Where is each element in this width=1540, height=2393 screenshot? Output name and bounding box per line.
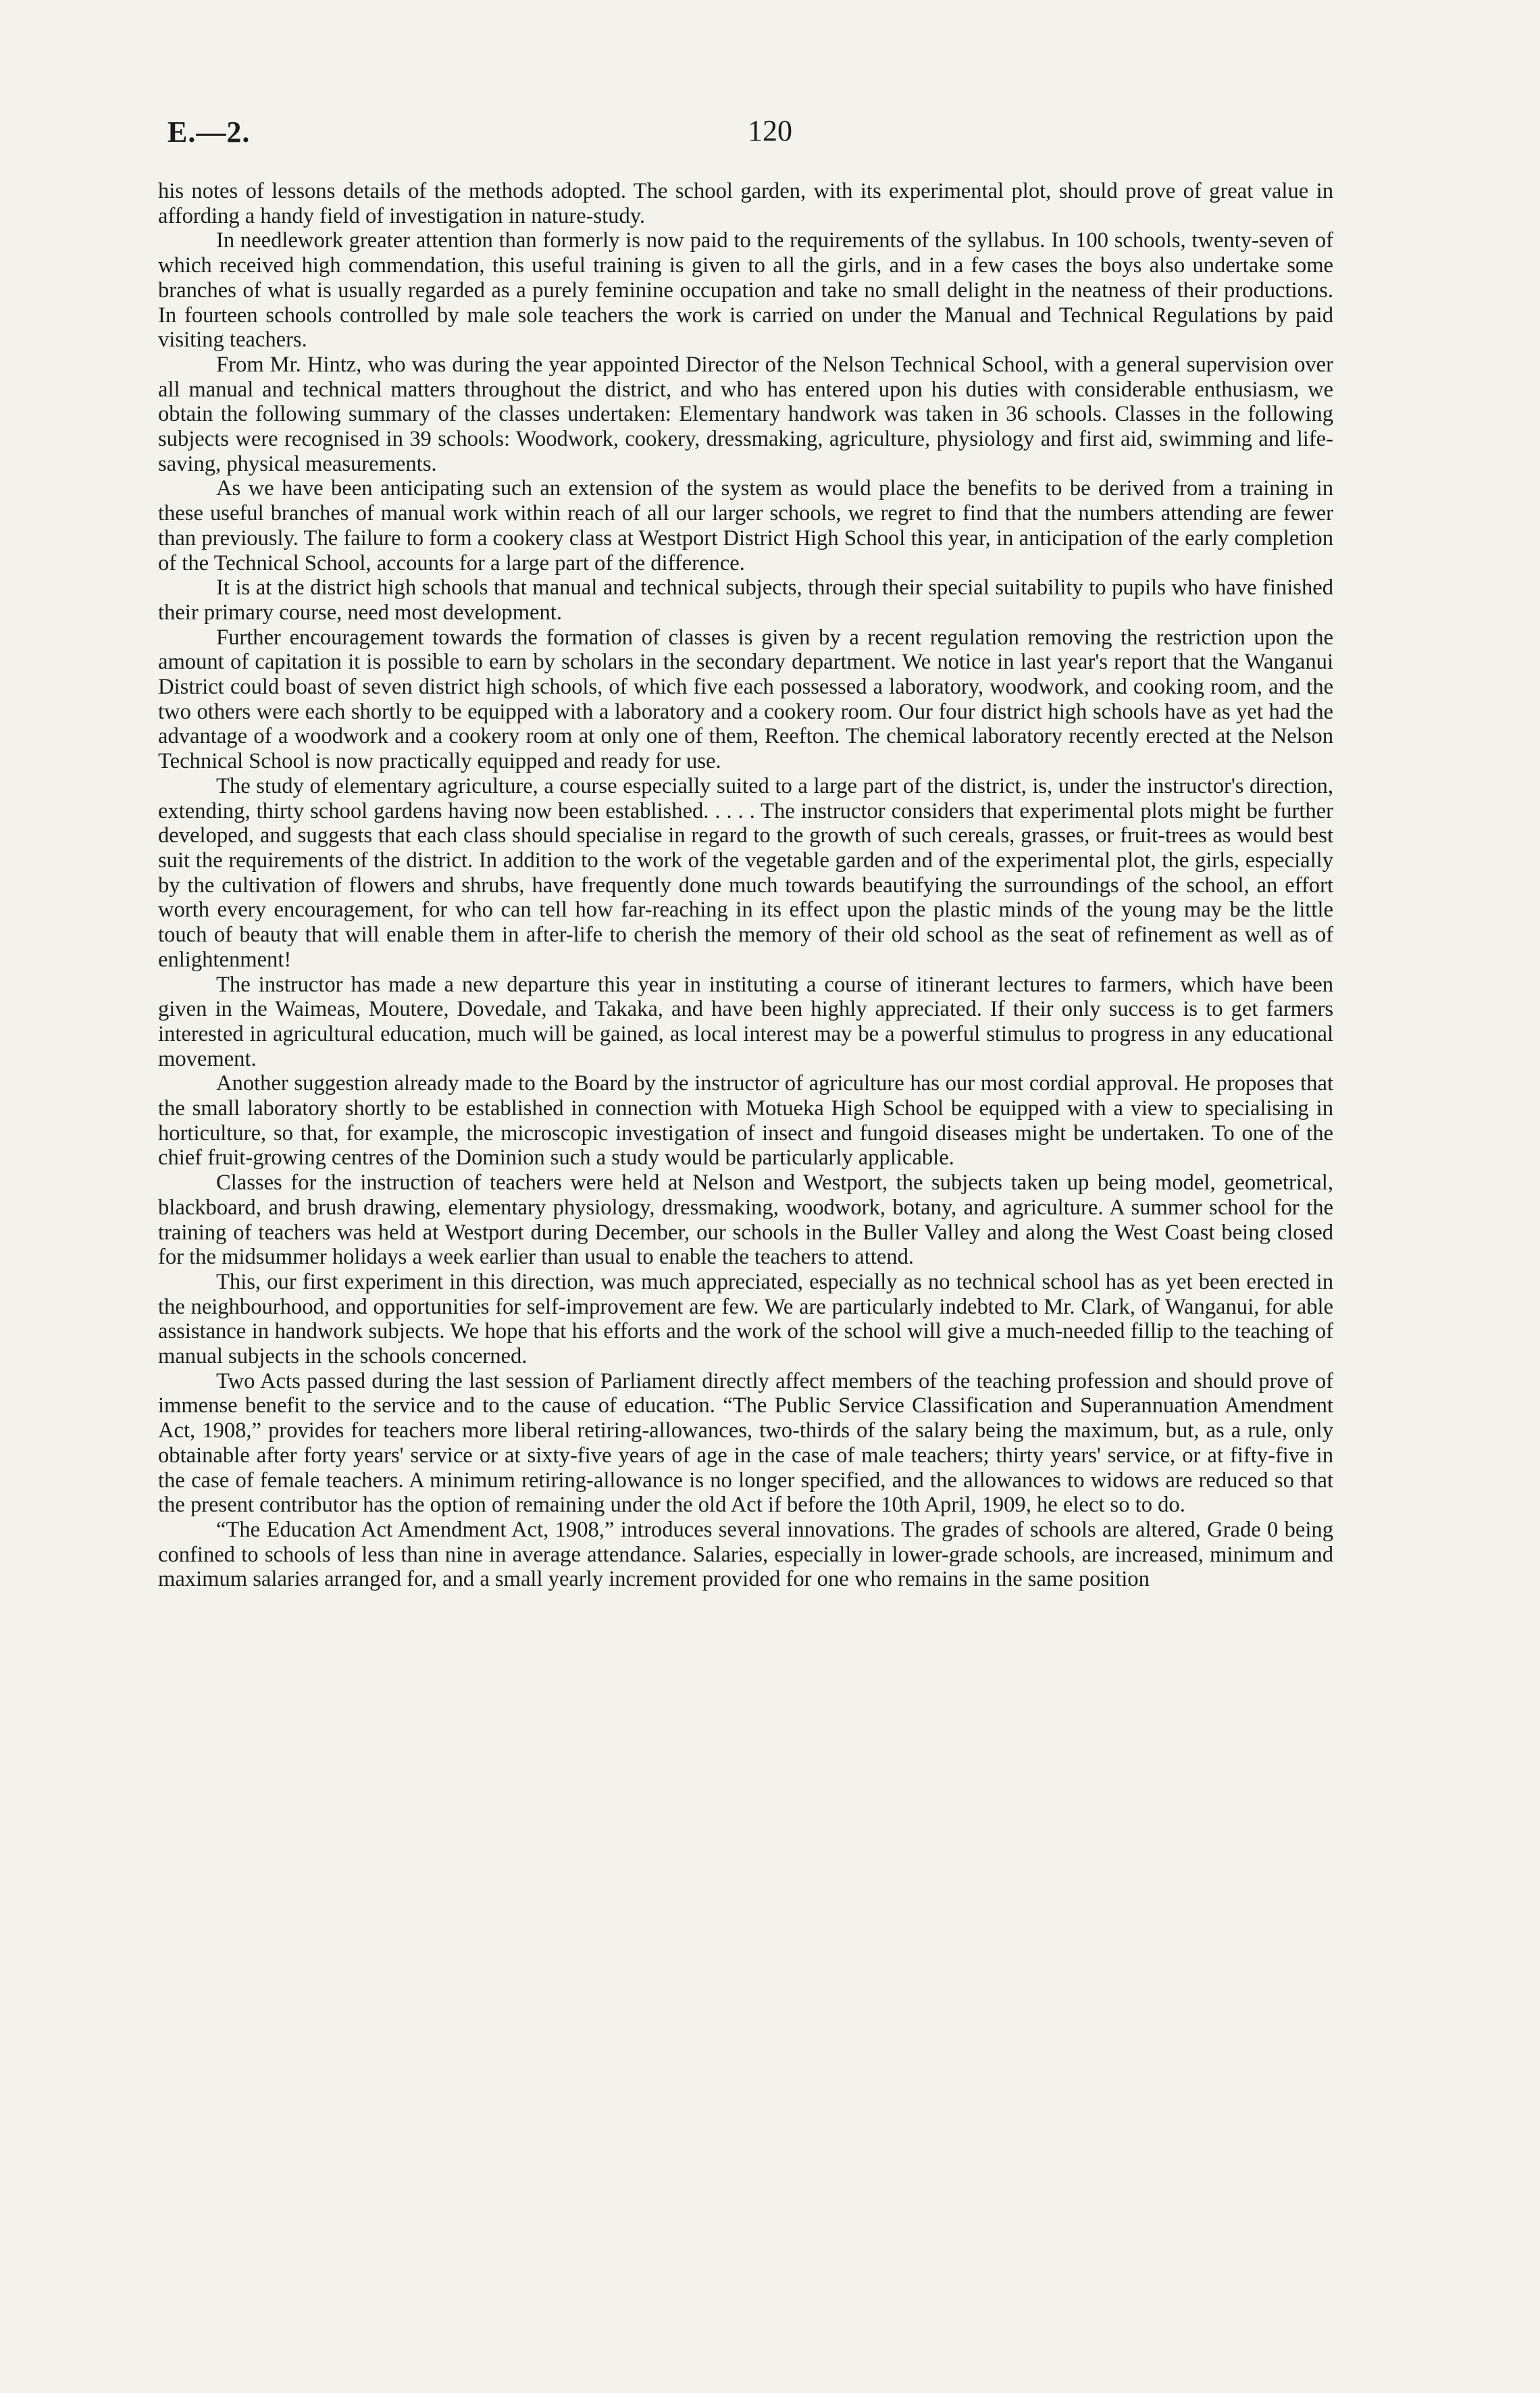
paragraph-13: “The Education Act Amendment Act, 1908,” introduces several innovations. The grades of schools are altered, Grade 0 being confined to schools of less than nine in average attendance. Salaries, especially in lower-grade schools, are increased, minimum and maximum salaries arranged for, and a small yearly increment provided for one who remains in the same position [158,1517,1333,1592]
paragraph-5: It is at the district high schools that manual and technical subjects, through their special suitability to pupils who have finished their primary course, need most development. [158,575,1333,625]
paragraph-1: his notes of lessons details of the methods adopted. The school garden, with its experimental plot, should prove of great value in affording a handy field of investigation in nature-study. [158,179,1333,228]
document-reference: E.—2. [168,115,251,149]
paragraph-2: In needlework greater attention than formerly is now paid to the requirements of the syllabus. In 100 schools, twenty-seven of which received high commendation, this useful training is given to all the girls, and in a few cases the boys also undertake some branches of what is usually regarded as a purely feminine occupation and take no small delight in the neatness of their productions. In fourteen schools controlled by male sole teachers the work is carried on under the Manual and Technical Regulations by paid visiting teachers. [158,228,1333,353]
paragraph-10: Classes for the instruction of teachers were held at Nelson and Westport, the subjects taken up being model, geometrical, blackboard, and brush drawing, elementary physiology, dressmaking, woodwork, botany, and agriculture. A summer school for the training of teachers was held at Westport during December, our schools in the Buller Valley and along the West Coast being closed for the midsummer holidays a week earlier than usual to enable the teachers to attend. [158,1170,1333,1270]
paragraph-8: The instructor has made a new departure this year in instituting a course of itinerant lectures to farmers, which have been given in the Waimeas, Moutere, Dovedale, and Takaka, and have been highly appreciated. If their only success is to get farmers interested in agricultural education, much will be gained, as local interest may be a powerful stimulus to progress in any educational movement. [158,972,1333,1071]
page-number: 120 [748,114,792,147]
paragraph-9: Another suggestion already made to the Board by the instructor of agriculture has our most cordial approval. He proposes that the small laboratory shortly to be established in connection with Motueka High School be equipped with a view to specialising in horticulture, so that, for example, the microscopic investigation of insect and fungoid diseases might be undertaken. To one of the chief fruit-growing centres of the Dominion such a study would be particularly applicable. [158,1071,1333,1170]
paragraph-6: Further encouragement towards the formation of classes is given by a recent regulation removing the restriction upon the amount of capitation it is possible to earn by scholars in the secondary department. We notice in last year's report that the Wanganui District could boast of seven district high schools, of which five each possessed a laboratory, woodwork, and cooking room, and the two others were each shortly to be equipped with a laboratory and a cookery room. Our four district high schools have as yet had the advantage of a woodwork and a cookery room at only one of them, Reefton. The chemical laboratory recently erected at the Nelson Technical School is now practically equipped and ready for use. [158,625,1333,774]
paragraph-11: This, our first experiment in this direction, was much appreciated, especially as no technical school has as yet been erected in the neighbourhood, and opportunities for self-improvement are few. We are particularly indebted to Mr. Clark, of Wanganui, for able assistance in handwork subjects. We hope that his efforts and the work of the school will give a much-needed fillip to the teaching of manual subjects in the schools concerned. [158,1269,1333,1369]
paragraph-12: Two Acts passed during the last session of Parliament directly affect members of the teaching profession and should prove of immense benefit to the service and to the cause of education. “The Public Service Classification and Superannuation Amendment Act, 1908,” provides for teachers more liberal retiring-allowances, two-thirds of the salary being the maximum, but, as a rule, only obtainable after forty years' service or at sixty-five years of age in the case of male teachers; thirty years' service, or at fifty-five in the case of female teachers. A minimum retiring-allowance is no longer specified, and the allowances to widows are reduced so that the present contributor has the option of remaining under the old Act if before the 10th April, 1909, he elect so to do. [158,1368,1333,1518]
paragraph-7: The study of elementary agriculture, a course especially suited to a large part of the district, is, under the instructor's direction, extending, thirty school gardens having now been established. . . . . The instructor considers that experimental plots might be further developed, and suggests that each class should specialise in regard to the growth of such cereals, grasses, or fruit-trees as would best suit the requirements of the district. In addition to the work of the vegetable garden and of the experimental plot, the girls, especially by the cultivation of flowers and shrubs, have frequently done much towards beautifying the surroundings of the school, an effort worth every encouragement, for who can tell how far-reaching in its effect upon the plastic minds of the young may be the little touch of beauty that will enable them in after-life to cherish the memory of their old school as the seat of refinement as well as of enlightenment! [158,773,1333,972]
paragraph-4: As we have been anticipating such an extension of the system as would place the benefits to be derived from a training in these useful branches of manual work within reach of all our larger schools, we regret to find that the numbers attending are fewer than previously. The failure to form a cookery class at Westport District High School this year, in anticipation of the early completion of the Technical School, accounts for a large part of the difference. [158,476,1333,575]
body-text [158,179,1333,1592]
paragraph-3: From Mr. Hintz, who was during the year appointed Director of the Nelson Technical School, with a general supervision over all manual and technical matters throughout the district, and who has entered upon his duties with considerable enthusiasm, we obtain the following summary of the classes undertaken: Elementary handwork was taken in 36 schools. Classes in the following subjects were recognised in 39 schools: Woodwork, cookery, dressmaking, agriculture, physiology and first aid, swimming and life-saving, physical measurements. [158,352,1333,476]
